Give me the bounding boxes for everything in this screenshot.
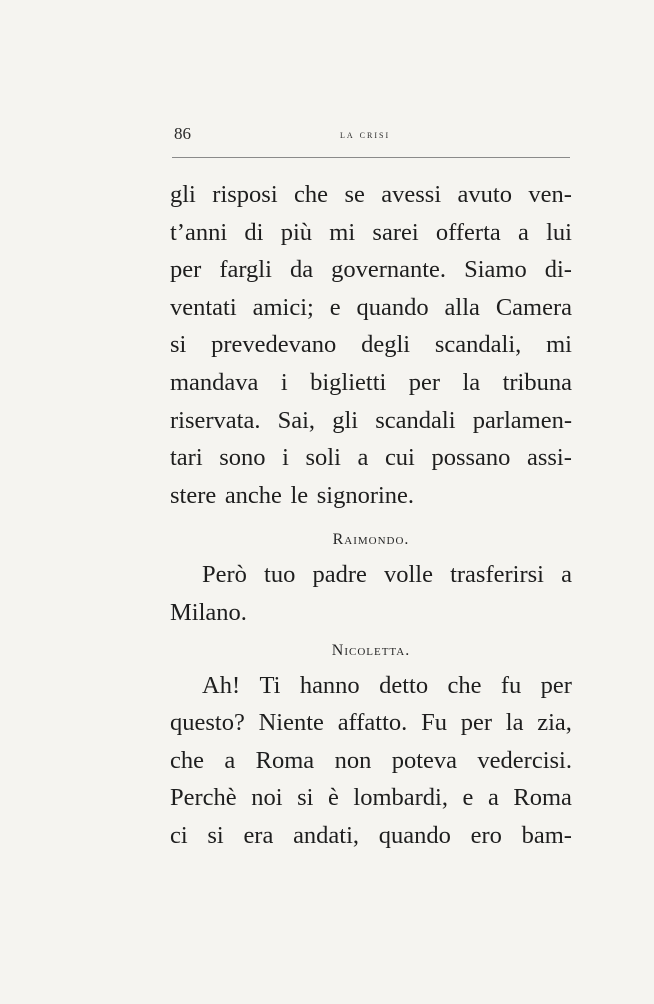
word: per — [540, 671, 572, 699]
word: Sai, — [277, 406, 316, 434]
word: Niente — [258, 709, 324, 737]
word: mi — [329, 218, 356, 246]
word: alla — [444, 293, 480, 321]
word: hanno — [299, 671, 360, 699]
word: biglietti — [310, 368, 387, 396]
word: e — [329, 293, 341, 321]
word: cui — [384, 444, 415, 472]
header-rule — [172, 157, 570, 158]
text-line — [170, 817, 572, 855]
word: ci — [170, 821, 188, 849]
word: Siamo — [464, 256, 527, 284]
word: per — [460, 709, 493, 737]
text-line — [170, 439, 572, 477]
word: lombardi, — [353, 784, 448, 812]
running-title: la crisi — [340, 127, 391, 141]
word: zia, — [537, 709, 572, 737]
word: la — [462, 368, 481, 396]
paragraph-1 — [170, 176, 572, 514]
word: di- — [544, 256, 572, 284]
text-line — [170, 594, 572, 632]
word: quando — [378, 821, 451, 849]
word: scandali — [375, 406, 456, 434]
word: amici; — [252, 293, 314, 321]
word: trasferirsi — [450, 561, 544, 589]
word: stere — [170, 481, 217, 509]
word: sono — [219, 444, 266, 472]
word: Perchè — [170, 784, 237, 812]
word: poteva — [391, 746, 458, 774]
word: anche — [224, 481, 282, 509]
word: che — [170, 746, 204, 774]
text-line — [170, 556, 572, 594]
word: assi- — [526, 444, 572, 472]
word: a — [487, 784, 499, 812]
word: gli — [170, 181, 196, 208]
word: Ah! — [202, 671, 241, 699]
word: le — [290, 481, 309, 509]
page-number: 86 — [174, 124, 191, 143]
text-line — [170, 326, 572, 364]
text-line — [170, 364, 572, 402]
word: lui — [546, 218, 572, 246]
word: padre — [312, 561, 367, 589]
word: si — [170, 331, 187, 359]
word: quando — [356, 293, 429, 321]
word: t’anni — [170, 218, 228, 246]
word: tari — [170, 444, 203, 472]
text-line — [170, 704, 572, 742]
spacer — [170, 514, 572, 521]
speaker-name: Nicoletta. — [331, 641, 411, 659]
word: scandali, — [434, 331, 522, 359]
word: Ti — [259, 671, 281, 699]
word: e — [462, 784, 474, 812]
word: ven- — [528, 181, 572, 208]
word: volle — [383, 561, 433, 589]
word: tribuna — [502, 368, 572, 396]
word: ero — [470, 821, 502, 849]
text-line — [170, 289, 572, 327]
word: degli — [361, 331, 411, 359]
text-line — [170, 176, 572, 214]
word: bam- — [521, 821, 572, 849]
paragraph-2 — [170, 556, 572, 631]
word: di — [244, 218, 264, 246]
word: è — [327, 784, 339, 812]
word: mandava — [170, 368, 259, 396]
word: più — [280, 218, 313, 246]
word: a — [224, 746, 236, 774]
word: Fu — [421, 709, 447, 737]
word: a — [518, 218, 529, 246]
word: che — [294, 181, 329, 208]
word: tuo — [264, 561, 296, 589]
word: a — [357, 444, 369, 472]
page-header — [174, 124, 570, 146]
word: i — [280, 368, 288, 396]
word: andati, — [293, 821, 360, 849]
text-line — [170, 779, 572, 817]
text-line — [170, 477, 572, 515]
word: non — [334, 746, 372, 774]
word: Roma — [513, 784, 572, 812]
text-line — [170, 214, 572, 252]
word: risposi — [212, 181, 278, 208]
word: affatto. — [337, 709, 408, 737]
word: offerta — [435, 218, 501, 246]
text-line — [170, 667, 572, 705]
word: soli — [305, 444, 341, 472]
word: riservata. — [170, 406, 261, 434]
word: avuto — [457, 181, 512, 208]
word: che — [447, 671, 482, 699]
word: ventati — [170, 293, 237, 321]
speaker-name: Raimondo. — [332, 531, 410, 549]
word: detto — [379, 671, 429, 699]
word: gli — [332, 406, 359, 434]
word: se — [344, 181, 365, 208]
word: signorine. — [316, 481, 415, 509]
word: Milano. — [170, 598, 247, 626]
word: si — [297, 784, 314, 812]
paragraph-3 — [170, 667, 572, 855]
word: per — [408, 368, 441, 396]
word: questo? — [170, 709, 245, 737]
word: Roma — [255, 746, 315, 774]
word: vedercisi. — [477, 746, 572, 774]
text-line — [170, 742, 572, 780]
word: Però — [202, 561, 247, 589]
word: per — [170, 256, 202, 284]
word: era — [243, 821, 274, 849]
word: si — [207, 821, 224, 849]
word: avessi — [381, 181, 442, 208]
word: sarei — [372, 218, 419, 246]
word: Camera — [495, 293, 572, 321]
word: parlamen- — [472, 406, 572, 434]
text-line — [170, 251, 572, 289]
word: a — [561, 561, 572, 589]
word: da — [289, 256, 314, 284]
word: fargli — [219, 256, 272, 284]
word: prevedevano — [211, 331, 337, 359]
word: mi — [546, 331, 572, 359]
word: la — [505, 709, 524, 737]
word: fu — [500, 671, 522, 699]
word: noi — [251, 784, 283, 812]
word: possano — [431, 444, 511, 472]
text-line — [170, 402, 572, 440]
word: i — [282, 444, 289, 472]
body-text — [170, 176, 572, 855]
word: governante. — [331, 256, 447, 284]
